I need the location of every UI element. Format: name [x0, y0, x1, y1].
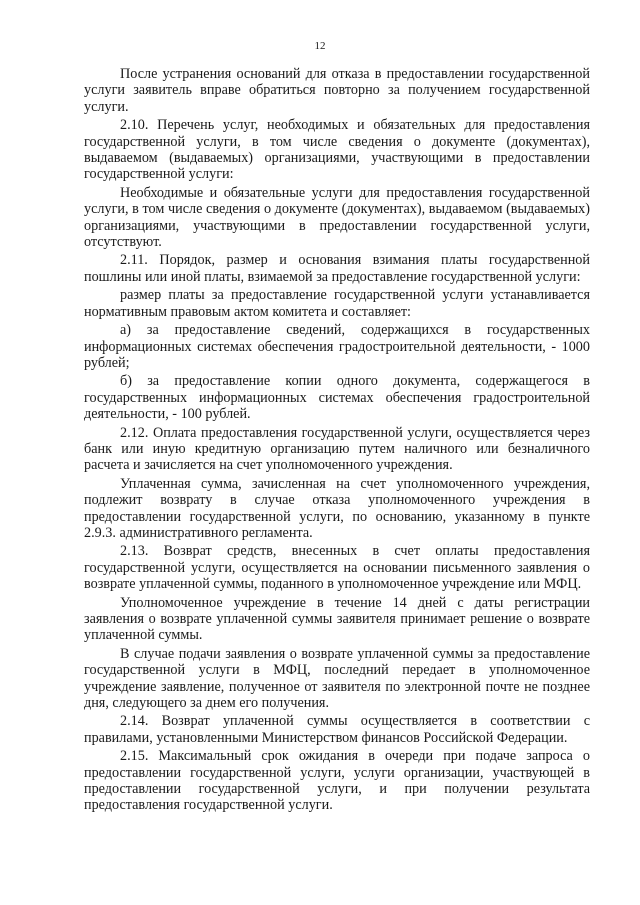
paragraph: 2.12. Оплата предоставления государственной услуги, осуществляется через банк или иную кредитную организацию путем наличного или безналичного расчета и зачисляется на счет уполномоченного учреждения.	[84, 424, 590, 474]
page-number: 12	[314, 40, 326, 52]
paragraph: В случае подачи заявления о возврате уплаченной суммы за предоставление государственной услуги в МФЦ, последний передает в уполномоченное учреждение заявление, полученное от заявителя по электронной почте не позднее дня, следующего за днем его получения.	[84, 645, 590, 712]
paragraph: Необходимые и обязательные услуги для предоставления государственной услуги, в том числе сведения о документе (документах), выдаваемом (выдаваемых) организациями, участвующими в предоставлении государственной услуги, отсутствуют.	[84, 184, 590, 251]
paragraph: а) за предоставление сведений, содержащихся в государственных информационных системах обеспечения градостроительной деятельности, - 1000 рублей;	[84, 322, 590, 371]
paragraph: 2.10. Перечень услуг, необходимых и обязательных для предоставления государственной услуги, в том числе сведения о документе (документах), выдаваемом (выдаваемых) организациями, участвующими в предоставлении государственной услуги:	[84, 117, 590, 183]
paragraph: 2.15. Максимальный срок ожидания в очереди при подаче запроса о предоставлении государственной услуги, услуги организации, участвующей в предоставлении государственной услуги, и при получении результата предоставления государственной услуги.	[84, 748, 590, 814]
paragraph: Уполномоченное учреждение в течение 14 дней с даты регистрации заявления о возврате уплаченной суммы заявителя принимает решение о возврате уплаченной суммы.	[84, 594, 590, 644]
paragraph: б) за предоставление копии одного документа, содержащегося в государственных информационных системах обеспечения градостроительной деятельности, - 100 рублей.	[84, 373, 590, 423]
paragraph: 2.11. Порядок, размер и основания взимания платы государственной пошлины или иной платы, взимаемой за предоставление государственной услуги:	[84, 252, 590, 285]
document-body	[84, 66, 590, 816]
paragraph: После устранения оснований для отказа в предоставлении государственной услуги заявитель вправе обратиться повторно за получением государственной услуги.	[84, 66, 590, 115]
paragraph: Уплаченная сумма, зачисленная на счет уполномоченного учреждения, подлежит возврату в случае отказа уполномоченного учреждения в предоставлении государственной услуги, по основанию, указанному в пункте 2.9.3. административного регламента.	[84, 475, 590, 541]
paragraph: 2.13. Возврат средств, внесенных в счет оплаты предоставления государственной услуги, осуществляется на основании письменного заявления о возврате уплаченной суммы, поданного в уполномоченное учреждение или МФЦ.	[84, 543, 590, 593]
paragraph: размер платы за предоставление государственной услуги устанавливается нормативным правовым актом комитета и составляет:	[84, 287, 590, 320]
paragraph: 2.14. Возврат уплаченной суммы осуществляется в соответствии с правилами, установленными Министерством финансов Российской Федерации.	[84, 713, 590, 746]
